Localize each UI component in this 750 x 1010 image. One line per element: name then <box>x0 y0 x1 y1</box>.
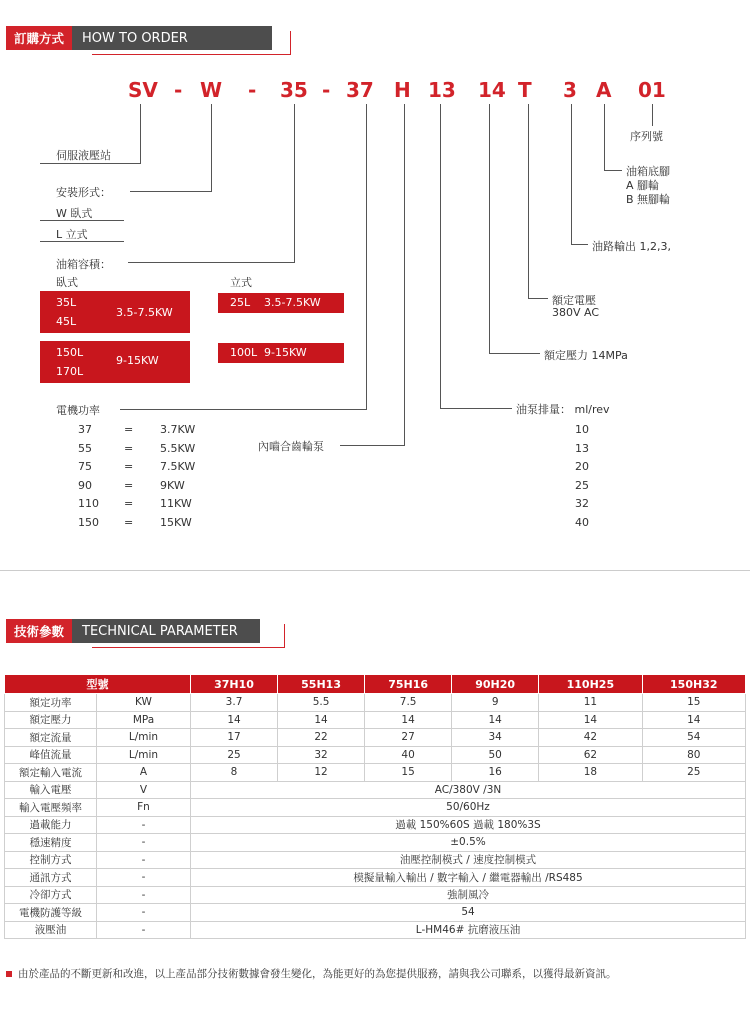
param-name: 通訊方式 <box>5 869 97 887</box>
table-row <box>5 781 746 799</box>
code-segment: SV <box>128 78 158 102</box>
feet-title: 油箱底腳 <box>626 165 670 178</box>
gear-pump-label: 內嚙合齒輪泵 <box>258 440 324 453</box>
param-value: 54 <box>642 729 745 747</box>
param-value: 62 <box>539 746 642 764</box>
code-segment: A <box>596 78 612 102</box>
displacement-value: 40 <box>575 515 589 529</box>
param-unit: - <box>97 816 191 834</box>
param-unit: - <box>97 834 191 852</box>
param-value: 14 <box>452 711 539 729</box>
param-unit: A <box>97 764 191 782</box>
param-name: 額定功率 <box>5 694 97 712</box>
install-title: 安裝形式： <box>56 186 111 199</box>
param-name: 控制方式 <box>5 851 97 869</box>
param-unit: - <box>97 886 191 904</box>
param-value: 18 <box>539 764 642 782</box>
tech-table <box>4 674 746 939</box>
code-separator: - <box>248 78 257 102</box>
motor-code: 90 <box>78 478 92 492</box>
param-unit: MPa <box>97 711 191 729</box>
conn-sv <box>140 104 141 164</box>
conn-a <box>604 104 605 171</box>
param-name: 電機防護等級 <box>5 904 97 922</box>
param-value: 14 <box>278 711 365 729</box>
param-unit: - <box>97 869 191 887</box>
param-name: 額定壓力 <box>5 711 97 729</box>
motor-code: 55 <box>78 441 92 455</box>
conn-35 <box>294 104 295 263</box>
param-unit: - <box>97 851 191 869</box>
voltage-value: 380V AC <box>552 306 600 319</box>
param-value: 42 <box>539 729 642 747</box>
motor-line <box>120 409 366 410</box>
param-value: 15 <box>642 694 745 712</box>
param-name: 額定流量 <box>5 729 97 747</box>
motor-val: 15KW <box>160 515 192 529</box>
param-value: 25 <box>642 764 745 782</box>
tank-box-35-45: 35L 45L 3.5-7.5KW <box>40 291 190 333</box>
tank-horizontal: 臥式 <box>56 276 78 289</box>
install-w-underline <box>40 220 124 221</box>
tank-box-150-170: 150L 170L 9-15KW <box>40 341 190 383</box>
code-separator: - <box>322 78 331 102</box>
disclaimer-note <box>6 966 617 981</box>
conn-t <box>528 104 529 299</box>
feet-line <box>604 170 622 171</box>
param-unit: - <box>97 904 191 922</box>
oil-outlet-line <box>571 244 588 245</box>
code-segment: H <box>394 78 411 102</box>
motor-val: 9KW <box>160 478 185 492</box>
install-line <box>130 191 211 192</box>
feet-a: A 腳輪 <box>626 179 660 192</box>
param-value: 14 <box>191 711 278 729</box>
oil-outlet-label: 油路輸出 1,2,3, <box>592 240 671 253</box>
motor-val: 3.7KW <box>160 423 196 436</box>
param-value: 14 <box>365 711 452 729</box>
table-row <box>5 834 746 852</box>
conn-37 <box>366 104 367 410</box>
param-value: 12 <box>278 764 365 782</box>
table-row <box>5 764 746 782</box>
motor-eq: = <box>124 460 134 473</box>
tech-table-header-row <box>5 675 746 694</box>
code-separator: - <box>174 78 183 102</box>
table-row <box>5 799 746 817</box>
motor-val: 7.5KW <box>160 460 196 473</box>
motor-eq: = <box>124 497 134 510</box>
table-row <box>5 904 746 922</box>
param-unit: KW <box>97 694 191 712</box>
pressure-label: 額定壓力 14MPa <box>544 349 628 362</box>
param-unit: Fn <box>97 799 191 817</box>
param-value: 11 <box>539 694 642 712</box>
code-segment: 01 <box>638 78 666 102</box>
displacement-line <box>440 408 512 409</box>
code-segment: T <box>518 78 532 102</box>
param-value: 16 <box>452 764 539 782</box>
order-header-frame <box>92 31 291 55</box>
param-value: L-HM46# 抗磨液压油 <box>191 921 746 939</box>
table-row <box>5 746 746 764</box>
model-col: 37H10 <box>191 675 278 694</box>
param-unit: - <box>97 921 191 939</box>
param-value: 34 <box>452 729 539 747</box>
displacement-value: 13 <box>575 441 589 455</box>
tank-box-25: 25L 3.5-7.5KW <box>218 293 344 313</box>
param-value: 強制風冷 <box>191 886 746 904</box>
param-value: 14 <box>539 711 642 729</box>
motor-val: 5.5KW <box>160 441 196 455</box>
code-segment: 35 <box>280 78 308 102</box>
code-segment: 14 <box>478 78 506 102</box>
motor-eq: = <box>124 441 134 455</box>
model-header: 型號 <box>5 675 191 694</box>
conn-14 <box>489 104 490 354</box>
motor-code: 150 <box>78 515 99 529</box>
param-name: 輸入電壓頻率 <box>5 799 97 817</box>
model-col: 110H25 <box>539 675 642 694</box>
param-value: 模擬量輸入輸出 / 數字輸入 / 繼電器輸出 /RS485 <box>191 869 746 887</box>
install-w: W 臥式 <box>56 207 93 220</box>
param-value: 9 <box>452 694 539 712</box>
param-unit: V <box>97 781 191 799</box>
model-col: 55H13 <box>278 675 365 694</box>
tank-vertical: 立式 <box>230 276 252 289</box>
param-name: 額定輸入電流 <box>5 764 97 782</box>
displacement-value: 20 <box>575 460 589 473</box>
param-value: 54 <box>191 904 746 922</box>
tank-line <box>128 262 294 263</box>
voltage-title: 額定電壓 <box>552 294 596 307</box>
table-row <box>5 729 746 747</box>
code-segment: 3 <box>563 78 577 102</box>
param-value: 50/60Hz <box>191 799 746 817</box>
tech-header-cn: 技術參數 <box>6 619 72 643</box>
servo-station-underline <box>40 163 140 164</box>
param-value: 27 <box>365 729 452 747</box>
param-name: 液壓油 <box>5 921 97 939</box>
param-name: 冷卻方式 <box>5 886 97 904</box>
pressure-line <box>489 353 540 354</box>
table-row <box>5 816 746 834</box>
bullet-square-icon <box>6 971 12 977</box>
param-name: 過載能力 <box>5 816 97 834</box>
motor-title: 電機功率 <box>56 404 100 417</box>
table-row <box>5 921 746 939</box>
param-value: 過載 150%60S 過載 180%3S <box>191 816 746 834</box>
displacement-value: 32 <box>575 497 589 510</box>
param-value: 50 <box>452 746 539 764</box>
feet-b: B 無腳輪 <box>626 193 671 206</box>
code-segment: W <box>200 78 223 102</box>
param-unit: L/min <box>97 729 191 747</box>
displacement-value: 25 <box>575 478 589 492</box>
table-row <box>5 851 746 869</box>
disclaimer-text: 由於產品的不斷更新和改進，以上產品部分技術數據會發生變化，為能更好的為您提供服務，請與我公司聯系，以獲得最新資訊。 <box>18 968 617 980</box>
motor-eq: = <box>124 478 134 492</box>
conn-13 <box>440 104 441 409</box>
conn-w <box>211 104 212 192</box>
conn-3 <box>571 104 572 245</box>
table-row <box>5 886 746 904</box>
tech-header-frame <box>92 624 285 648</box>
param-value: 14 <box>642 711 745 729</box>
install-l-underline <box>40 241 124 242</box>
code-segment: 37 <box>346 78 374 102</box>
model-col: 90H20 <box>452 675 539 694</box>
servo-station-label: 伺服液壓站 <box>56 149 111 162</box>
param-value: 7.5 <box>365 694 452 712</box>
motor-eq: = <box>124 423 134 436</box>
param-value: AC/380V /3N <box>191 781 746 799</box>
model-col: 75H16 <box>365 675 452 694</box>
param-name: 穩速精度 <box>5 834 97 852</box>
param-value: 22 <box>278 729 365 747</box>
motor-val: 11KW <box>160 497 192 510</box>
motor-code: 75 <box>78 460 92 473</box>
param-name: 輸入電壓 <box>5 781 97 799</box>
table-row <box>5 694 746 712</box>
table-row <box>5 711 746 729</box>
displacement-title: 油泵排量： ml/rev <box>516 403 610 416</box>
motor-eq: = <box>124 515 134 529</box>
param-value: 5.5 <box>278 694 365 712</box>
param-value: 3.7 <box>191 694 278 712</box>
order-header-en: HOW TO ORDER <box>72 26 272 50</box>
voltage-line <box>528 298 548 299</box>
order-header-cn: 訂購方式 <box>6 26 72 50</box>
tank-title: 油箱容積： <box>56 258 111 271</box>
param-value: 17 <box>191 729 278 747</box>
section-separator <box>0 570 750 571</box>
param-value: 80 <box>642 746 745 764</box>
param-value: 40 <box>365 746 452 764</box>
table-row <box>5 869 746 887</box>
conn-01 <box>652 104 653 126</box>
code-segment: 13 <box>428 78 456 102</box>
tank-box-100: 100L 9-15KW <box>218 343 344 363</box>
param-value: 油壓控制模式 / 速度控制模式 <box>191 851 746 869</box>
serial-label: 序列號 <box>630 130 663 143</box>
param-name: 峰值流量 <box>5 746 97 764</box>
param-value: 15 <box>365 764 452 782</box>
param-value: 8 <box>191 764 278 782</box>
param-value: 25 <box>191 746 278 764</box>
param-unit: L/min <box>97 746 191 764</box>
model-col: 150H32 <box>642 675 745 694</box>
install-l: L 立式 <box>56 228 88 241</box>
motor-code: 110 <box>78 497 99 510</box>
conn-h <box>404 104 405 446</box>
motor-code: 37 <box>78 423 92 436</box>
displacement-value: 10 <box>575 423 589 436</box>
param-value: ±0.5% <box>191 834 746 852</box>
gear-pump-line <box>340 445 404 446</box>
param-value: 32 <box>278 746 365 764</box>
tech-header-en: TECHNICAL PARAMETER <box>72 619 260 643</box>
